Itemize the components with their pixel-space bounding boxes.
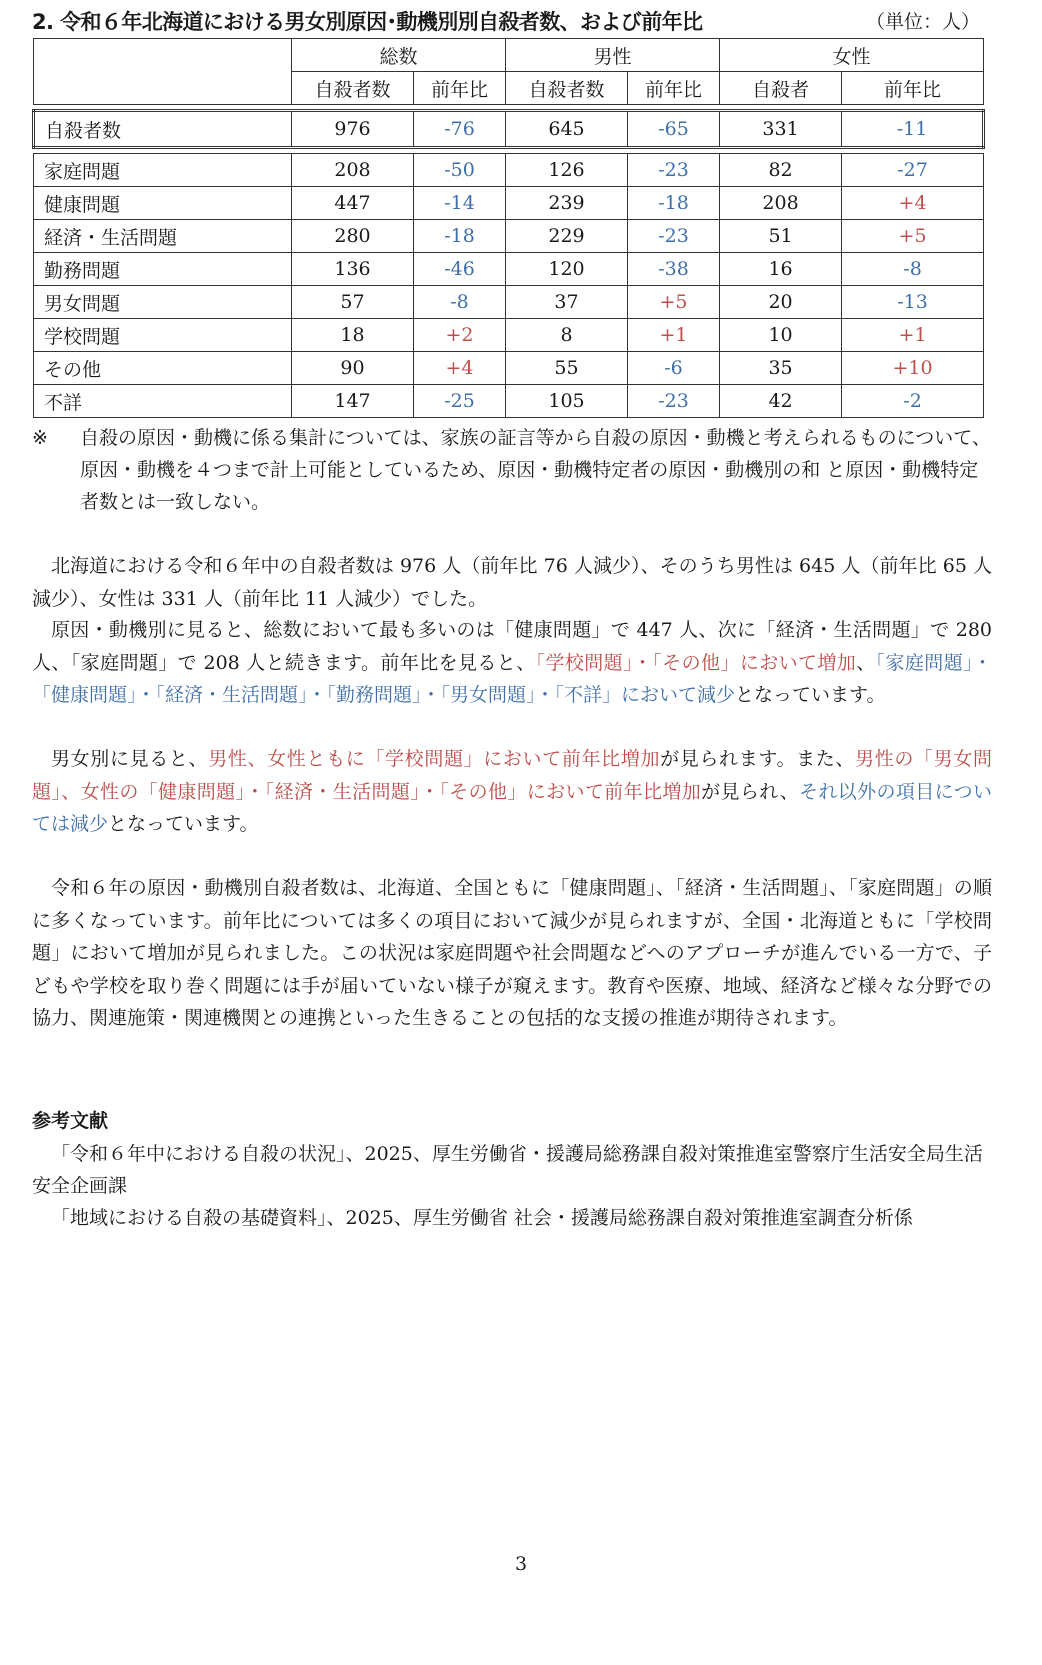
section-title: 2. 令和６年北海道における男女別原因･動機別別自殺者数、および前年比 xyxy=(32,10,703,34)
cell-male-count: 120 xyxy=(506,253,628,286)
row-label: 男女問題 xyxy=(34,286,292,319)
table-row xyxy=(34,220,984,253)
row-label: 不詳 xyxy=(34,385,292,418)
table-row xyxy=(34,352,984,385)
gender-text-d: となっています。 xyxy=(108,813,259,835)
suicide-stats-table xyxy=(32,38,985,418)
cell-total-count: 18 xyxy=(292,319,414,352)
cell-total-change: -46 xyxy=(414,253,506,286)
reference-item: 「令和６年中における自殺の状況」、2025、厚生労働省・援護局総務課自殺対策推進室警察庁生活安全局生活安全企画課 xyxy=(32,1143,983,1197)
header-male: 男性 xyxy=(506,39,720,72)
analysis-paragraph xyxy=(32,872,992,1035)
cell-female-count: 331 xyxy=(720,111,842,148)
cell-male-count: 229 xyxy=(506,220,628,253)
cell-female-change: -27 xyxy=(842,154,984,187)
cell-total-count: 136 xyxy=(292,253,414,286)
subheader-total-change: 前年比 xyxy=(414,72,506,105)
row-label: 勤務問題 xyxy=(34,253,292,286)
table-row xyxy=(34,319,984,352)
header-total: 総数 xyxy=(292,39,506,72)
page-number: 3 xyxy=(514,1553,528,1575)
gender-text-c: が見られ、 xyxy=(701,780,800,803)
cell-total-count: 208 xyxy=(292,154,414,187)
cell-female-count: 42 xyxy=(720,385,842,418)
row-label: その他 xyxy=(34,352,292,385)
header-female: 女性 xyxy=(720,39,984,72)
cell-female-count: 16 xyxy=(720,253,842,286)
group-header-row xyxy=(34,39,984,72)
analysis-text: 令和６年の原因・動機別自殺者数は、北海道、全国ともに「健康問題」、「経済・生活問題」、「家庭問題」の順に多くなっています。前年比については多くの項目において減少が見られますが、全国・北海道ともに「学校問題」において増加が見られました。この状況は家庭問題や社会問題などへのアプローチが進んでいる一方で、子どもや学校を取り巻く問題には手が届いていない様子が窺えます。教育や医療、地域、経済など様々な分野での協力、関連施策・関連機関との連携といった生きることの包括的な支援の推進が期待されます。 xyxy=(32,877,992,1029)
cell-total-count: 90 xyxy=(292,352,414,385)
cell-male-change: -23 xyxy=(628,220,720,253)
cell-male-count: 37 xyxy=(506,286,628,319)
table-row xyxy=(34,385,984,418)
references-list xyxy=(32,1138,992,1234)
cell-male-count: 105 xyxy=(506,385,628,418)
row-label: 健康問題 xyxy=(34,187,292,220)
cell-male-count: 126 xyxy=(506,154,628,187)
references-heading: 参考文献 xyxy=(32,1110,109,1132)
cause-decrease-text: 「家庭問題」・「健康問題」・「経済・生活問題」・「勤務問題」・「男女問題」・「不詳」において減少 xyxy=(32,651,992,706)
cause-text-c: となっています。 xyxy=(735,684,886,706)
table-footnote xyxy=(32,422,992,518)
corner-header-cell xyxy=(34,39,292,105)
subheader-male-count: 自殺者数 xyxy=(506,72,628,105)
cell-male-change: +1 xyxy=(628,319,720,352)
cell-male-count: 239 xyxy=(506,187,628,220)
cell-female-count: 20 xyxy=(720,286,842,319)
cell-female-count: 82 xyxy=(720,154,842,187)
cell-male-change: -18 xyxy=(628,187,720,220)
row-label: 学校問題 xyxy=(34,319,292,352)
title-row xyxy=(32,8,992,40)
cell-female-count: 51 xyxy=(720,220,842,253)
row-label: 自殺者数 xyxy=(34,111,292,148)
note-text: 自殺の原因・動機に係る集計については、家族の証言等から自殺の原因・動機と考えられるものについて、原因・動機を４つまで計上可能としているため、原因・動機特定者の原因・動機別の和 と原因・動機特定者数とは一致しない。 xyxy=(80,427,991,513)
cell-female-change: -2 xyxy=(842,385,984,418)
cell-total-change: -76 xyxy=(414,111,506,148)
cell-total-change: -50 xyxy=(414,154,506,187)
cell-total-change: +2 xyxy=(414,319,506,352)
cell-female-change: +4 xyxy=(842,187,984,220)
table-row xyxy=(34,286,984,319)
cell-female-change: -11 xyxy=(842,111,984,148)
cell-total-count: 57 xyxy=(292,286,414,319)
reference-item: 「地域における自殺の基礎資料」、2025、厚生労働省 社会・援護局総務課自殺対策推進室調査分析係 xyxy=(51,1207,913,1229)
cell-male-count: 645 xyxy=(506,111,628,148)
subheader-female-count: 自殺者 xyxy=(720,72,842,105)
cell-total-count: 280 xyxy=(292,220,414,253)
cause-text-b: 、 xyxy=(856,651,876,674)
cell-male-count: 8 xyxy=(506,319,628,352)
table-row xyxy=(34,187,984,220)
cell-female-count: 35 xyxy=(720,352,842,385)
cell-female-change: +10 xyxy=(842,352,984,385)
cause-text-a: 原因・動機別に見ると、総数において最も多いのは「健康問題」で 447 人、次に「経済・生活問題」で 280 人、「家庭問題」で 208 人と続きます。前年比を見ると、 xyxy=(32,619,992,674)
cell-total-count: 447 xyxy=(292,187,414,220)
cell-male-change: -6 xyxy=(628,352,720,385)
note-mark: ※ xyxy=(32,427,48,449)
total-row xyxy=(34,111,984,148)
cell-total-change: -18 xyxy=(414,220,506,253)
cell-female-change: +1 xyxy=(842,319,984,352)
table-row xyxy=(34,154,984,187)
cell-male-change: +5 xyxy=(628,286,720,319)
gender-increase-text-1: 男性、女性ともに「学校問題」において前年比増加 xyxy=(208,748,661,770)
cell-female-change: -13 xyxy=(842,286,984,319)
row-label: 経済・生活問題 xyxy=(34,220,292,253)
cell-female-count: 208 xyxy=(720,187,842,220)
cell-female-change: +5 xyxy=(842,220,984,253)
table-row xyxy=(34,253,984,286)
gender-text-b: が見られます。また、 xyxy=(660,748,856,770)
gender-decrease-text: それ以外の項目については減少 xyxy=(32,780,993,835)
cell-male-change: -65 xyxy=(628,111,720,148)
summary-text: 北海道における令和６年中の自殺者数は 976 人（前年比 76 人減少）、そのうち男性は 645 人（前年比 65 人減少）、女性は 331 人（前年比 11 人減少）でした。 xyxy=(32,555,992,610)
cell-total-count: 976 xyxy=(292,111,414,148)
subheader-male-change: 前年比 xyxy=(628,72,720,105)
cell-female-change: -8 xyxy=(842,253,984,286)
cell-total-change: -8 xyxy=(414,286,506,319)
cell-total-count: 147 xyxy=(292,385,414,418)
cell-male-count: 55 xyxy=(506,352,628,385)
gender-text-a: 男女別に見ると、 xyxy=(51,748,209,770)
cell-total-change: -25 xyxy=(414,385,506,418)
summary-paragraph xyxy=(32,550,992,615)
cause-paragraph xyxy=(32,614,992,712)
cell-total-change: -14 xyxy=(414,187,506,220)
subheader-total-count: 自殺者数 xyxy=(292,72,414,105)
cell-male-change: -23 xyxy=(628,385,720,418)
subheader-female-change: 前年比 xyxy=(842,72,984,105)
unit-label: （単位：人） xyxy=(865,11,980,33)
cell-female-count: 10 xyxy=(720,319,842,352)
cell-male-change: -23 xyxy=(628,154,720,187)
gender-paragraph xyxy=(32,743,992,841)
row-label: 家庭問題 xyxy=(34,154,292,187)
cell-male-change: -38 xyxy=(628,253,720,286)
cause-increase-text: 「学校問題」・「その他」において増加 xyxy=(535,651,857,674)
cell-total-change: +4 xyxy=(414,352,506,385)
gender-increase-text-2: 男性の「男女問題」、女性の「健康問題」・「経済・生活問題」・「その他」において前年比増加 xyxy=(32,748,992,803)
